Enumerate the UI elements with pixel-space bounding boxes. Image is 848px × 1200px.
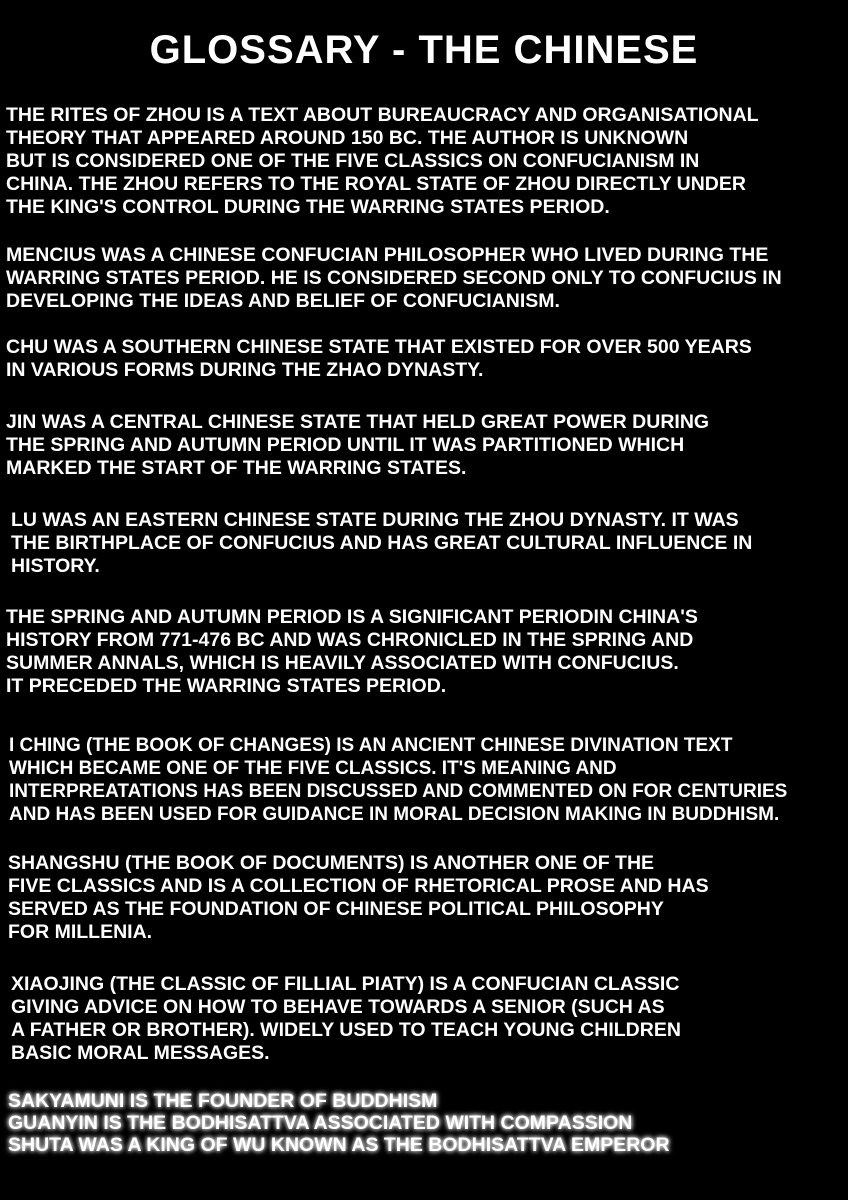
entry-lu: LU WAS AN EASTERN CHINESE STATE DURING THE ZHOU DYNASTY. IT WAS THE BIRTHPLACE OF CONFUCIUS AND HAS GREAT CULTURAL INFLUENCE IN HISTORY. (11, 509, 753, 577)
entry-i-ching: I CHING (THE BOOK OF CHANGES) IS AN ANCIENT CHINESE DIVINATION TEXT WHICH BECAME ONE OF THE FIVE CLASSICS. IT'S MEANING AND INTERPREATATIONS HAS BEEN DISCUSSED AND COMMENTED ON FOR CENTURIES AND HAS BEEN USED FOR GUIDANCE IN MORAL DECISION MAKING IN BUDDHISM. (9, 735, 788, 825)
entry-chu: CHU WAS A SOUTHERN CHINESE STATE THAT EXISTED FOR OVER 500 YEARS IN VARIOUS FORMS DURING THE ZHAO DYNASTY. (6, 336, 752, 381)
entry-spring-and-autumn: THE SPRING AND AUTUMN PERIOD IS A SIGNIFICANT PERIODIN CHINA'S HISTORY FROM 771-476 BC AND WAS CHRONICLED IN THE SPRING AND SUMMER ANNALS, WHICH IS HEAVILY ASSOCIATED WITH CONFUCIUS. IT PRECEDED THE WARRING STATES PERIOD. (6, 606, 698, 697)
entry-jin: JIN WAS A CENTRAL CHINESE STATE THAT HELD GREAT POWER DURING THE SPRING AND AUTUMN PERIOD UNTIL IT WAS PARTITIONED WHICH MARKED THE START OF THE WARRING STATES. (6, 411, 710, 479)
page-title: GLOSSARY - THE CHINESE (149, 28, 699, 72)
entry-shangshu: SHANGSHU (THE BOOK OF DOCUMENTS) IS ANOTHER ONE OF THE FIVE CLASSICS AND IS A COLLECTION OF RHETORICAL PROSE AND HAS SERVED AS THE FOUNDATION OF CHINESE POLITICAL PHILOSOPHY FOR MILLENIA. (8, 852, 709, 943)
entry-mencius: MENCIUS WAS A CHINESE CONFUCIAN PHILOSOPHER WHO LIVED DURING THE WARRING STATES PERIOD. HE IS CONSIDERED SECOND ONLY TO CONFUCIUS IN DEVELOPING THE IDEAS AND BELIEF OF CONFUCIANISM. (6, 244, 782, 312)
entry-rites-of-zhou: THE RITES OF ZHOU IS A TEXT ABOUT BUREAUCRACY AND ORGANISATIONAL THEORY THAT APPEARED AROUND 150 BC. THE AUTHOR IS UNKNOWN BUT IS CONSIDERED ONE OF THE FIVE CLASSICS ON CONFUCIANISM IN CHINA. THE ZHOU REFERS TO THE ROYAL STATE OF ZHOU DIRECTLY UNDER THE KING'S CONTROL DURING THE WARRING STATES PERIOD. (6, 104, 759, 218)
entry-xiaojing: XIAOJING (THE CLASSIC OF FILLIAL PIATY) IS A CONFUCIAN CLASSIC GIVING ADVICE ON HOW TO BEHAVE TOWARDS A SENIOR (SUCH AS A FATHER OR BROTHER). WIDELY USED TO TEACH YOUNG CHILDREN BASIC MORAL MESSAGES. (11, 973, 681, 1064)
entry-buddhist-figures: SAKYAMUNI IS THE FOUNDER OF BUDDHISM GUANYIN IS THE BODHISATTVA ASSOCIATED WITH COMPASSION SHUTA WAS A KING OF WU KNOWN AS THE BODHISATTVA EMPEROR (8, 1090, 670, 1156)
